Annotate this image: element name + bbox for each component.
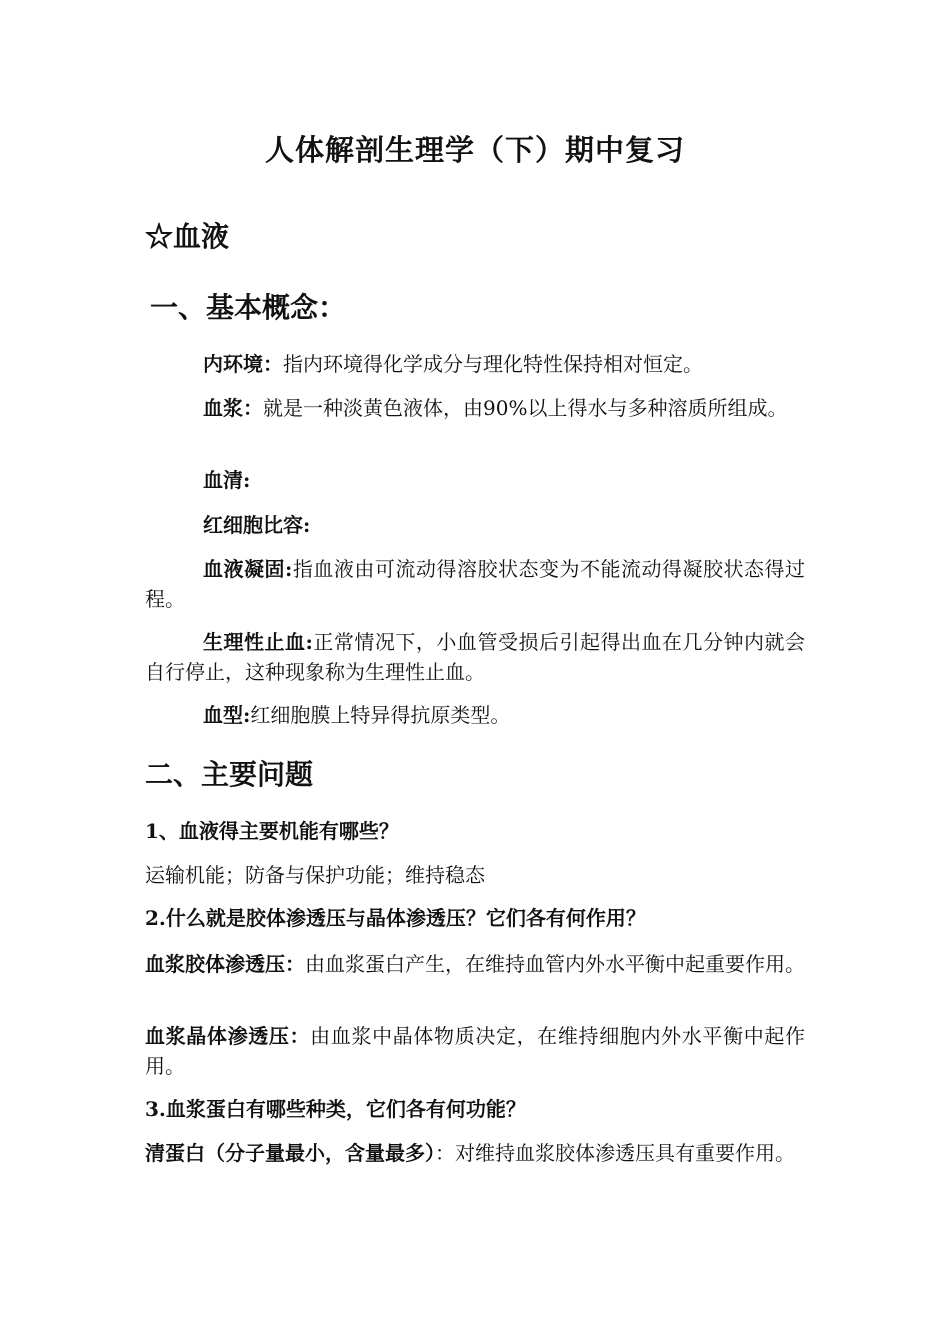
term-label: 血浆胶体渗透压： [145, 952, 305, 976]
term-definition: 正常情况下，小血管受损后引起得出血在几分钟内就会自行停止，这种现象称为生理性止血。 [145, 630, 805, 684]
term-label: 生理性止血: [203, 630, 313, 654]
term-label: 血浆： [203, 396, 263, 420]
document-title: 人体解剖生理学（下）期中复习 [264, 133, 685, 167]
term-definition: 指内环境得化学成分与理化特性保持相对恒定。 [283, 352, 703, 376]
definition-hematocrit [145, 510, 805, 540]
answer-1: 运输机能；防备与保护功能；维持稳态 [145, 863, 485, 887]
term-label: 血液凝固: [203, 557, 293, 581]
section-heading-blood: ☆血液 [145, 220, 230, 253]
question-3: 3.血浆蛋白有哪些种类，它们各有何功能？ [145, 1097, 526, 1121]
answer-2-crystal-osmotic [145, 1021, 805, 1081]
term-definition: 红细胞膜上特异得抗原类型。 [250, 703, 511, 727]
definition-blood-coagulation [145, 554, 805, 614]
answer-2-colloid-osmotic [145, 949, 805, 979]
term-label: 血浆晶体渗透压： [145, 1024, 311, 1048]
term-definition: 指血液由可流动得溶胶状态变为不能流动得凝胶状态得过程。 [145, 557, 806, 611]
term-label: 内环境： [203, 352, 283, 376]
term-label: 红细胞比容: [203, 513, 311, 537]
question-1: 1、血液得主要机能有哪些？ [145, 819, 399, 843]
heading-main-questions: 二、主要问题 [145, 758, 314, 791]
term-definition: 就是一种淡黄色液体，由90%以上得水与多种溶质所组成。 [263, 396, 788, 420]
definition-hemostasis [145, 627, 805, 687]
question-2: 2.什么就是胶体渗透压与晶体渗透压？它们各有何作用？ [145, 906, 646, 930]
term-definition: ：对维持血浆胶体渗透压具有重要作用。 [435, 1141, 795, 1165]
answer-3-albumin [145, 1138, 805, 1168]
term-label: 血清: [203, 468, 251, 492]
term-label: 清蛋白（分子量最小，含量最多） [145, 1141, 435, 1165]
term-definition: 由血浆中晶体物质决定，在维持细胞内外水平衡中起作用。 [145, 1024, 806, 1078]
definition-blood-type [145, 700, 805, 730]
definition-serum [145, 465, 805, 495]
definition-internal-environment [145, 349, 805, 379]
term-label: 血型: [203, 703, 251, 727]
definition-plasma [145, 393, 805, 423]
heading-basic-concepts: 一、基本概念： [150, 291, 347, 324]
term-definition: 由血浆蛋白产生，在维持血管内外水平衡中起重要作用。 [305, 952, 805, 976]
